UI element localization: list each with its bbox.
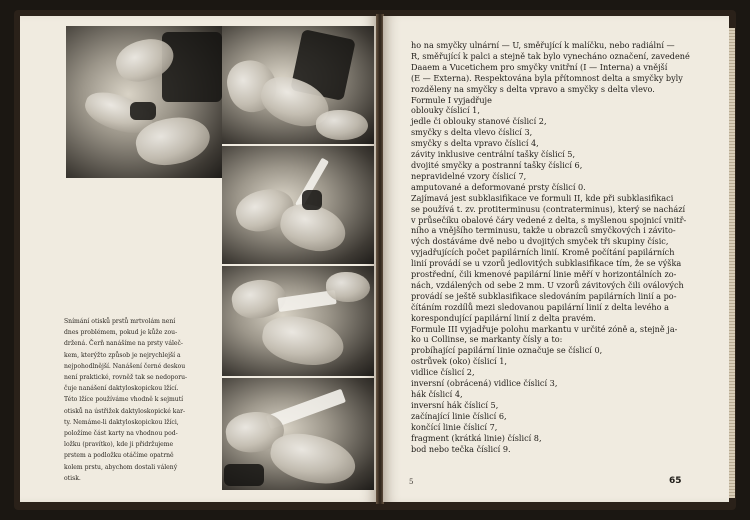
- text-line: ního a vnějšího terminusu, takže u obrazců smyčkových i závito-: [411, 225, 676, 236]
- text-line: ostrůvek (oko) číslicí 1,: [411, 356, 507, 367]
- left-page: [20, 16, 378, 502]
- caption-line: dnes problémem, pokud je kůže zou-: [64, 329, 178, 337]
- text-line: v průsečíku obalové čáry vedené z delta, s myšlenou spojnicí vnitř-: [411, 214, 687, 225]
- text-line: probíhající papilární linie označuje se číslicí 0,: [411, 345, 603, 356]
- text-line: smyčky s delta vpravo číslicí 4,: [411, 138, 539, 149]
- text-line: smyčky s delta vlevo číslicí 3,: [411, 127, 533, 138]
- text-line: vých dostáváme dvě nebo u dvojitých smyček tři skupiny čísic,: [411, 236, 669, 247]
- caption-line: kolem prstu, abychom dostali válený: [64, 463, 178, 471]
- caption-line: Této lžíce používáme vhodně k sejmutí: [64, 396, 184, 404]
- text-line: končící linie číslicí 7,: [411, 421, 498, 432]
- text-line: ho na smyčky ulnární — U, směřující k malíčku, nebo radiální —: [411, 40, 675, 50]
- photo-hands-strip: [222, 378, 374, 490]
- text-line: vyjadřujících počet papilárních linií. Kromě počítání papilárních: [411, 247, 675, 258]
- caption-line: držená. Čerň nanášíme na prsty váleč-: [64, 340, 183, 348]
- text-line: Daaem a Vucetichem pro smyčky vnitřní (I — Interna) a vnější: [411, 61, 668, 72]
- caption-line: kem, kterýžto způsob je nejrychlejší a: [64, 351, 181, 359]
- text-line: R, směřující k palci a stejně tak bylo vynecháno označení, zavedené: [411, 50, 690, 61]
- caption-line: položíme část karty na vhodnou pod-: [64, 430, 178, 438]
- text-line: inversní hák číslicí 5,: [411, 399, 499, 410]
- right-page: [383, 16, 729, 502]
- text-line: čítáním rozdílů mezi sledovanou papilární linií z delta levého a: [411, 301, 669, 312]
- caption-line: ty. Nemáme-li daktyloskopickou lžíci,: [64, 418, 179, 426]
- photo-caption: [64, 316, 212, 484]
- caption-line: není praktické, rovněž tak se nedoporu-: [64, 374, 188, 382]
- caption-line: čuje nanášení daktyloskopickou lžící.: [64, 385, 179, 393]
- text-line: (E — Externa). Respektována byla přítomnost delta a smyčky byly: [411, 72, 683, 83]
- text-line: začínající linie číslicí 6,: [411, 410, 507, 421]
- photo-hands-card-holder: [222, 146, 374, 264]
- caption-line: otisků na ústřižek daktyloskopické kar-: [64, 407, 186, 415]
- photo-hands-finger-ink: [222, 26, 374, 144]
- text-line: jedle či oblouky stanové číslicí 2,: [411, 116, 547, 127]
- text-line: Formule III vyjadřuje polohu markantu v určité zóně a, stejně ja-: [411, 323, 678, 334]
- text-line: prostřední, čili kmenové papilární linie měří v horizontálních zo-: [411, 269, 677, 280]
- caption-line: prstem a podložku otáčíme opatrně: [64, 452, 174, 460]
- text-line: provádí se ještě subklasifikace sledováním papilárních linií a po-: [411, 290, 677, 301]
- caption-line: nejpohodlnější. Nanášení černé deskou: [64, 362, 186, 370]
- text-line: amputované a deformované prsty číslicí 0.: [411, 181, 586, 192]
- text-line: se používá t. zv. protiterminusu (contraterminus), který se nachází: [411, 203, 686, 214]
- text-line: korespondující papilární linií z delta pravém.: [411, 312, 596, 323]
- folio-mark: 5: [409, 478, 414, 486]
- open-book: [14, 10, 736, 510]
- body-text: [411, 40, 711, 454]
- caption-line: otisk.: [64, 474, 81, 482]
- text-line: vidlice číslicí 2,: [411, 367, 475, 378]
- text-line: inversní (obrácená) vidlice číslicí 3,: [411, 378, 558, 389]
- caption-line: ložku (pravítko), kde ji přidržujeme: [64, 441, 174, 449]
- text-line: nách, vzdálených od sebe 2 mm. U vzorů závitových čili oválových: [411, 279, 684, 290]
- text-line: linií provádí se u vzorů jedlovitých subklasifikace tím, že se výška: [411, 258, 682, 269]
- text-line: Formule I vyjadřuje: [411, 94, 492, 105]
- photo-hands-card-roll: [222, 266, 374, 376]
- text-line: závity inklusive centrální tašky číslicí 5,: [411, 149, 576, 160]
- text-line: hák číslicí 4,: [411, 389, 463, 399]
- text-line: rozděleny na smyčky s delta vpravo a smyčky s delta vlevo.: [411, 83, 655, 94]
- text-line: oblouky číslicí 1,: [411, 105, 480, 116]
- page-edges: [729, 28, 735, 498]
- photo-hands-roller: [66, 26, 222, 178]
- text-line: nepravidelné vzory číslicí 7,: [411, 170, 527, 181]
- text-line: ko u Collinse, se markanty čísly a to:: [411, 334, 563, 345]
- text-line: bod nebo tečka číslicí 9.: [411, 443, 511, 454]
- caption-line: Snímání otisků prstů mrtvolám není: [64, 318, 176, 325]
- text-line: fragment (krátká linie) číslicí 8,: [411, 432, 542, 443]
- text-line: Zajímavá jest subklasifikace ve formuli II, kde při subklasifikaci: [411, 192, 674, 203]
- page-number: 65: [669, 476, 682, 486]
- text-line: dvojité smyčky a postranní tašky číslicí 6,: [411, 159, 583, 170]
